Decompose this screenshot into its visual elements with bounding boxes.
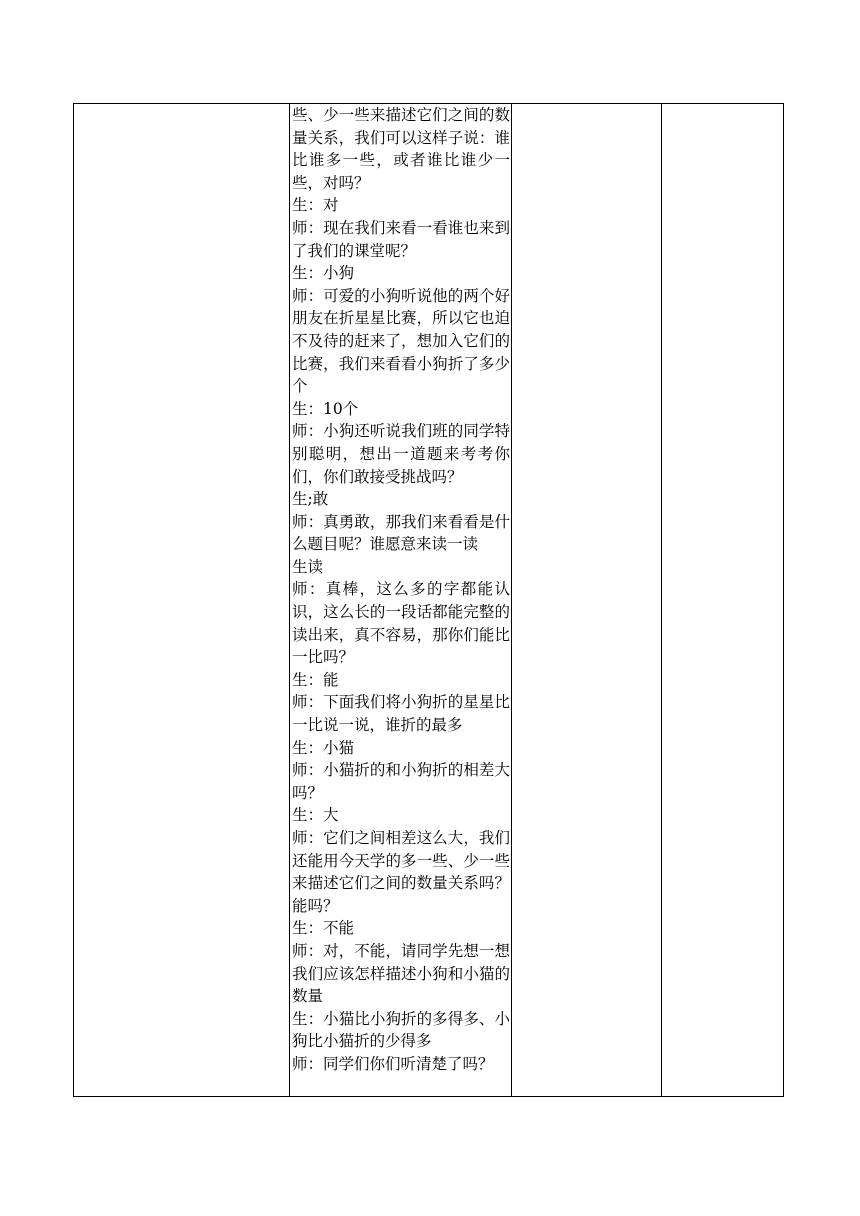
dialogue-line: 生：小猫比小狗折的多得多、小狗比小猫折的少得多 [292, 1009, 510, 1051]
dialogue-line: 师：对，不能，请同学先想一想我们应该怎样描述小狗和小猫的数量 [292, 941, 510, 1006]
dialogue-line: 师：真勇敢，那我们来看看是什么题目呢？谁愿意来读一读 [292, 512, 510, 554]
dialogue-line: 生：能 [292, 670, 339, 689]
dialogue-line: 生读 [292, 557, 324, 576]
dialogue-line: 生：小猫 [292, 738, 355, 757]
dialogue-line: 些、少一些来描述它们之间的数量关系，我们可以这样子说：谁比谁多一些，或者谁比谁少一些，对吗？ [292, 106, 510, 192]
table-cell-third [512, 104, 662, 1097]
dialogue-line: 生：对 [292, 196, 339, 215]
dialogue-line: 生：小狗 [292, 264, 355, 283]
dialogue-line: 师：可爱的小狗听说他的两个好朋友在折星星比赛，所以它也迫不及待的赶来了，想加入它们的比赛，我们来看看小狗折了多少个 [292, 286, 510, 396]
table-row [74, 104, 784, 1097]
dialogue-line: 师：小猫折的和小狗折的相差大吗？ [292, 761, 510, 802]
table-cell-dialogue [290, 104, 512, 1097]
dialogue-line: 生：大 [292, 806, 339, 825]
dialogue-line: 师：真棒，这么多的字都能认识，这么长的一段话都能完整的读出来，真不容易，那你们能比一比吗？ [292, 580, 510, 667]
dialogue-line: 师：下面我们将小狗折的星星比一比说一说，谁折的最多 [292, 693, 510, 735]
dialogue-line: 师：小狗还听说我们班的同学特别聪明，想出一道题来考考你们，你们敢接受挑战吗？ [292, 422, 510, 486]
dialogue-line: 师：同学们你们听清楚了吗？ [292, 1054, 494, 1073]
dialogue-text [290, 104, 511, 1076]
dialogue-line: 生：不能 [292, 919, 355, 938]
dialogue-line: 生：10个 [292, 399, 359, 418]
table-cell-fourth [662, 104, 784, 1097]
table-cell-left [74, 104, 290, 1097]
dialogue-line: 师：现在我们来看一看谁也来到了我们的课堂呢？ [292, 218, 510, 260]
lesson-plan-table [73, 103, 784, 1097]
dialogue-line: 生;敢 [292, 490, 329, 509]
dialogue-line: 师：它们之间相差这么大，我们还能用今天学的多一些、少一些来描述它们之间的数量关系吗？能吗？ [292, 829, 510, 915]
